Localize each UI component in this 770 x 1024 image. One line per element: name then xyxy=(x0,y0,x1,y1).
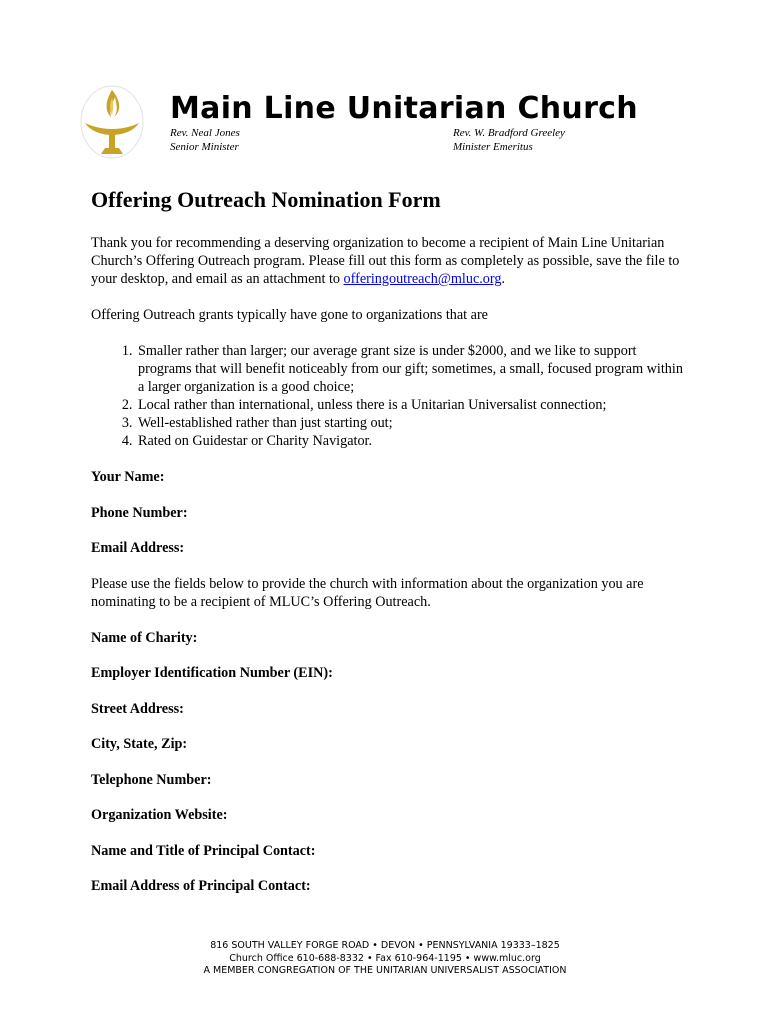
principal-contact-field-label: Name and Title of Principal Contact: xyxy=(91,842,316,859)
form-title: Offering Outreach Nomination Form xyxy=(91,187,441,212)
footer-address: 816 SOUTH VALLEY FORGE ROAD • DEVON • PENNSYLVANIA 19333–1825 xyxy=(210,940,560,951)
intro-paragraph xyxy=(91,234,691,288)
email-address-field-label: Email Address: xyxy=(91,540,185,556)
city-state-zip-field-label: City, State, Zip: xyxy=(91,736,188,752)
footer-contact: Church Office 610-688-8332 • Fax 610-964-1195 • www.mluc.org xyxy=(229,952,541,964)
chalice-logo-icon xyxy=(79,84,145,160)
charity-name-field-label: Name of Charity: xyxy=(91,629,198,646)
footer xyxy=(0,940,770,978)
senior-minister-name: Rev. Neal Jones xyxy=(170,127,240,139)
criteria-list xyxy=(91,342,691,450)
criteria-item: 2. Local rather than international, unless there is a Unitarian Universalist connection; xyxy=(136,396,691,414)
street-address-field-label: Street Address: xyxy=(91,700,184,717)
website-field-label: Organization Website: xyxy=(91,807,228,823)
criteria-item: 3. Well-established rather than just starting out; xyxy=(136,414,691,432)
senior-minister-block xyxy=(170,126,240,154)
ein-field-label: Employer Identification Number (EIN): xyxy=(91,665,333,681)
church-name: Main Line Unitarian Church xyxy=(170,91,638,126)
principal-contact-email-field-label: Email Address of Principal Contact: xyxy=(91,878,311,894)
telephone-field-label: Telephone Number: xyxy=(91,771,212,788)
outreach-email-link[interactable]: offeringoutreach@mluc.org xyxy=(343,271,502,287)
criteria-item: 1. Smaller rather than larger; our average grant size is under $2000, and we like to support programs that will benefit noticeably from our gift; sometimes, a small, focused program within a larger organization is a good choice; xyxy=(136,342,691,396)
intro-end: . xyxy=(501,271,506,287)
intro-text: Thank you for recommending a deserving organization to become a recipient of Main Line Unitarian Church’s Offering Outreach program. Please fill out this form as completely as possible, save the file to your desktop, and email as an attachment to xyxy=(91,235,680,287)
criteria-intro: Offering Outreach grants typically have gone to organizations that are xyxy=(91,307,488,323)
senior-minister-title: Senior Minister xyxy=(170,141,239,153)
footer-affiliation: A MEMBER CONGREGATION OF THE UNITARIAN UNIVERSALIST ASSOCIATION xyxy=(203,965,567,976)
minister-emeritus-name: Rev. W. Bradford Greeley xyxy=(453,127,565,139)
your-name-field-label: Your Name: xyxy=(91,469,165,485)
form-body xyxy=(91,186,691,913)
minister-emeritus-title: Minister Emeritus xyxy=(453,141,533,153)
phone-number-field-label: Phone Number: xyxy=(91,504,188,521)
organization-intro: Please use the fields below to provide the church with information about the organization you are nominating to be a recipient of MLUC’s Offering Outreach. xyxy=(91,575,644,610)
criteria-item: 4. Rated on Guidestar or Charity Navigator. xyxy=(136,432,691,450)
minister-emeritus-block xyxy=(453,126,565,154)
